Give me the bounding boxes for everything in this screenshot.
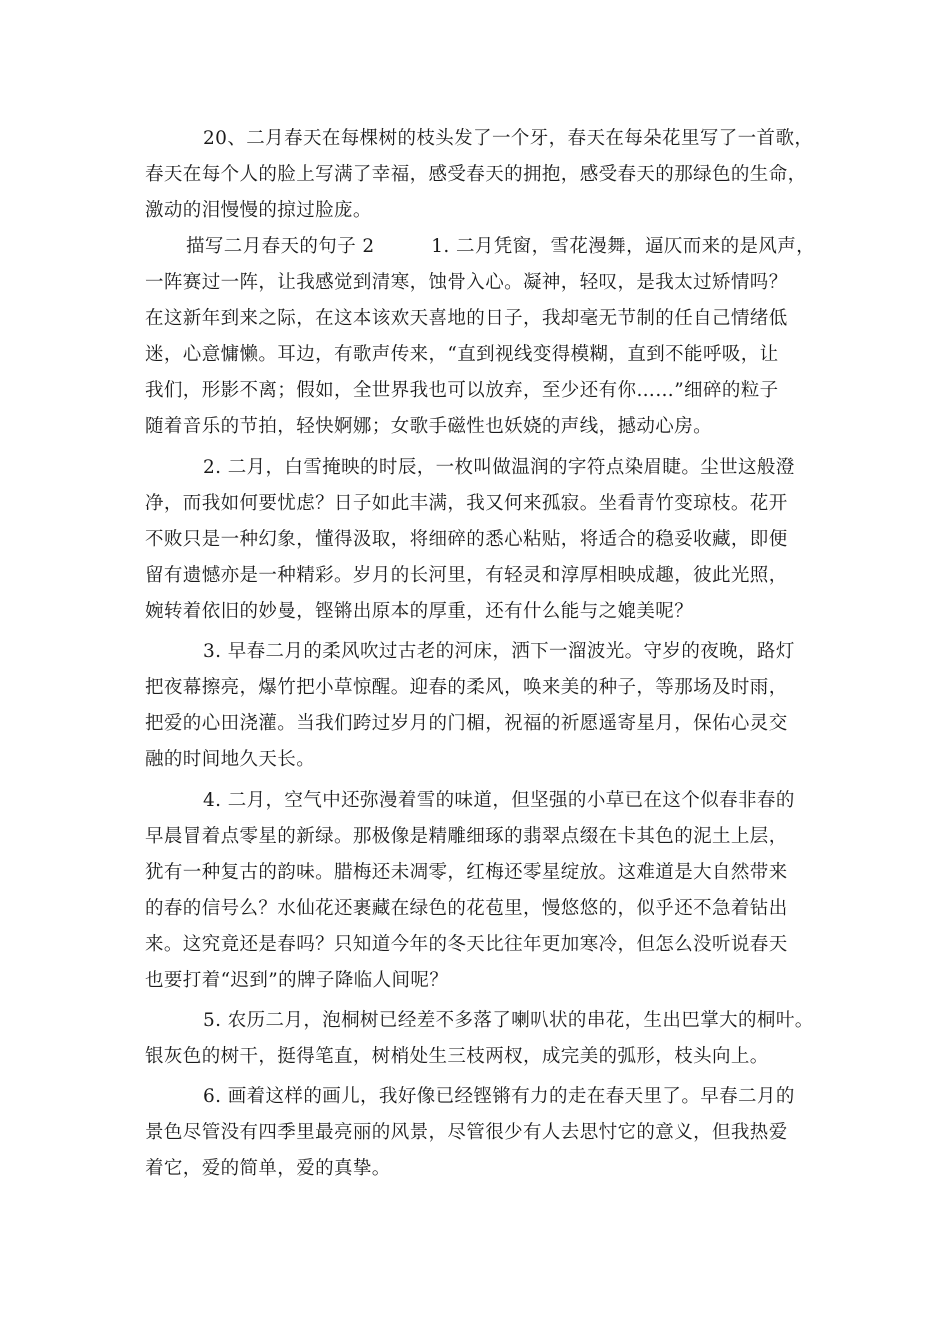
paragraph-line: 着它，爱的简单，爱的真挚。: [145, 1158, 391, 1179]
paragraph-line: 净，而我如何要忧虑？日子如此丰满，我又何来孤寂。坐看青竹变琼枝。花开: [145, 493, 788, 514]
paragraph-line: 把夜幕擦亮，爆竹把小草惊醒。迎春的柔风，唤来美的种子，等那场及时雨，: [145, 677, 788, 698]
paragraph-line: 犹有一种复古的韵味。腊梅还未凋零，红梅还零星绽放。这难道是大自然带来: [145, 862, 788, 883]
paragraph-line: 随着音乐的节拍，轻快婀娜；女歌手磁性也妖娆的声线，撼动心房。: [145, 416, 713, 437]
paragraph-line: 婉转着依旧的妙曼，铿锵出原本的厚重，还有什么能与之媲美呢？: [145, 601, 694, 622]
paragraph-line: 的春的信号么？水仙花还裹藏在绿色的花苞里，慢悠悠的，似乎还不急着钻出: [145, 898, 788, 919]
section-heading-line: 描写二月春天的句子 2 1. 二月凭窗，雪花漫舞，逼仄而来的是风声，: [186, 236, 816, 257]
paragraph-line: 把爱的心田浇灌。当我们跨过岁月的门楣，祝福的祈愿遥寄星月，保佑心灵交: [145, 713, 788, 734]
paragraph-line: 融的时间地久天长。: [145, 749, 316, 770]
paragraph-line: 早晨冒着点零星的新绿。那极像是精雕细琢的翡翠点缀在卡其色的泥土上层，: [145, 826, 788, 847]
paragraph-line: 在这新年到来之际，在这本该欢天喜地的日子，我却毫无节制的任自己情绪低: [145, 308, 788, 329]
paragraph-line: 来。这究竟还是春吗？只知道今年的冬天比往年更加寒冷，但怎么没听说春天: [145, 934, 788, 955]
paragraph-line: 一阵赛过一阵，让我感觉到清寒，蚀骨入心。凝神，轻叹，是我太过矫情吗？: [145, 272, 788, 293]
paragraph-line: 3. 早春二月的柔风吹过古老的河床，洒下一溜波光。守岁的夜晚，路灯: [203, 641, 795, 662]
paragraph-line: 留有遗憾亦是一种精彩。岁月的长河里，有轻灵和淳厚相映成趣，彼此光照，: [145, 565, 788, 586]
paragraph-line: 4. 二月，空气中还弥漫着雪的味道，但坚强的小草已在这个似春非春的: [203, 790, 795, 811]
paragraph-line: 5. 农历二月，泡桐树已经差不多落了喇叭状的串花，生出巴掌大的桐叶。: [203, 1010, 814, 1031]
paragraph-line: 激动的泪慢慢的掠过脸庞。: [145, 200, 372, 221]
paragraph-line: 6. 画着这样的画儿，我好像已经铿锵有力的走在春天里了。早春二月的: [203, 1086, 795, 1107]
paragraph-line: 2. 二月，白雪掩映的时辰，一枚叫做温润的字符点染眉睫。尘世这般澄: [203, 457, 795, 478]
paragraph-line: 20、二月春天在每棵树的枝头发了一个牙，春天在每朵花里写了一首歌，: [203, 128, 814, 149]
paragraph-line: 不败只是一种幻象，懂得汲取，将细碎的悉心粘贴，将适合的稳妥收藏，即便: [145, 529, 788, 550]
paragraph-line: 银灰色的树干，挺得笔直，树梢处生三枝两杈，成完美的弧形，枝头向上。: [145, 1046, 769, 1067]
paragraph-line: 迷，心意慵懒。耳边，有歌声传来，“直到视线变得模糊，直到不能呼吸，让: [145, 344, 779, 365]
paragraph-line: 我们，形影不离；假如，全世界我也可以放弃，至少还有你……”细碎的粒子: [145, 380, 779, 401]
paragraph-line: 也要打着“迟到”的牌子降临人间呢？: [145, 970, 449, 991]
paragraph-line: 春天在每个人的脸上写满了幸福，感受春天的拥抱，感受春天的那绿色的生命，: [145, 164, 807, 185]
paragraph-line: 景色尽管没有四季里最亮丽的风景，尽管很少有人去思忖它的意义，但我热爱: [145, 1122, 788, 1143]
